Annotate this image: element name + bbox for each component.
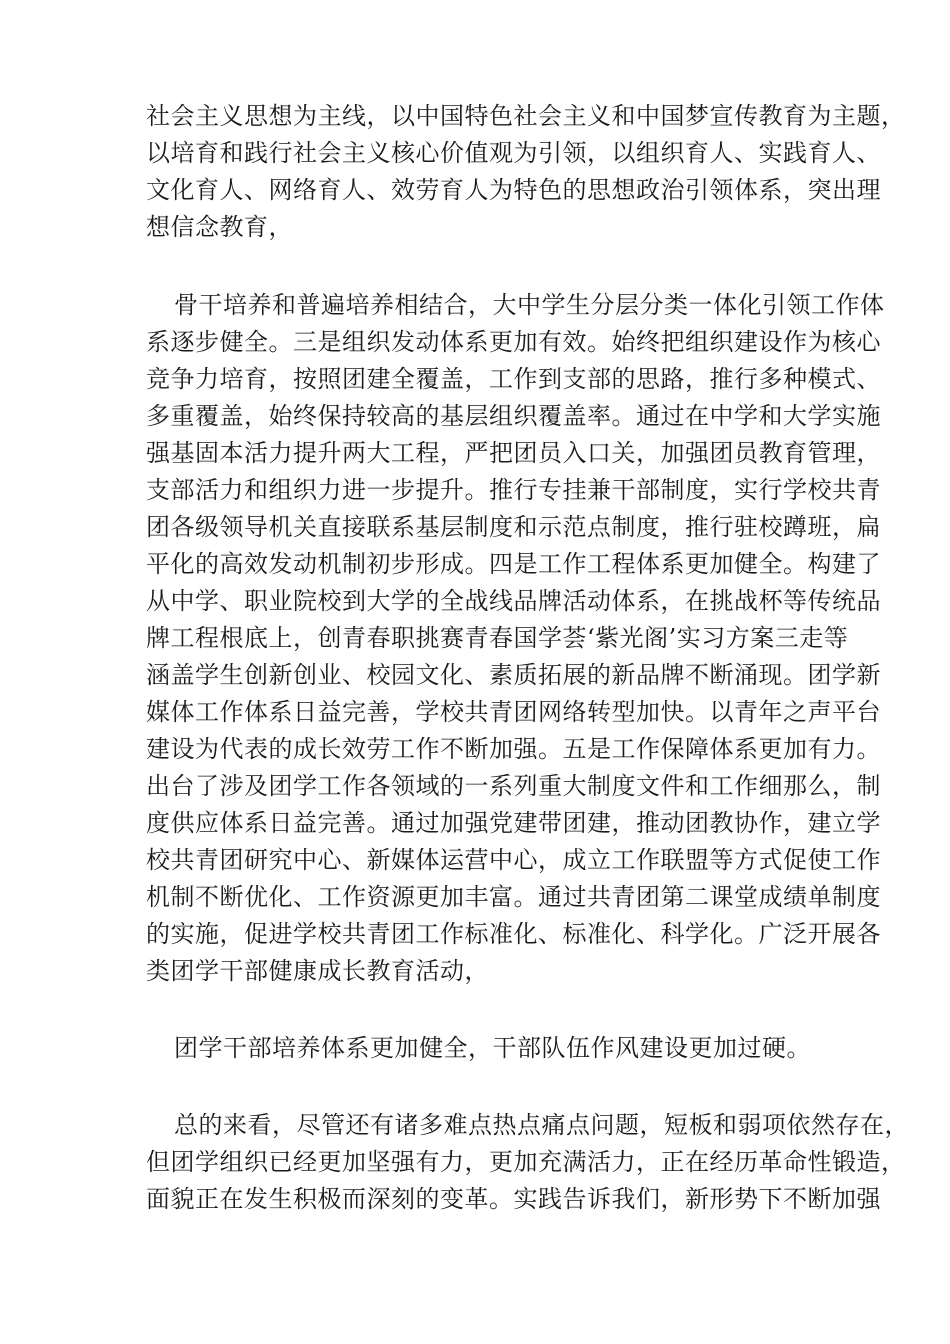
paragraph-line: 类团学干部健康成长教育活动， [146, 957, 489, 985]
paragraph-line: 但团学组织已经更加坚强有力，更加充满活力，正在经历革命性锻造， [146, 1148, 906, 1176]
paragraph-line: 机制不断优化、工作资源更加丰富。通过共青团第二课堂成绩单制度 [146, 883, 881, 911]
paragraph-line: 校共青团研究中心、新媒体运营中心，成立工作联盟等方式促使工作 [146, 846, 881, 874]
paragraph-line: 骨干培养和普遍培养相结合，大中学生分层分类一体化引领工作体 [174, 291, 885, 319]
paragraph-3 [146, 1030, 818, 1067]
paragraph-line: 竞争力培育，按照团建全覆盖，工作到支部的思路，推行多种模式、 [146, 365, 881, 393]
paragraph-line: 从中学、职业院校到大学的全战线品牌活动体系，在挑战杯等传统品 [146, 587, 881, 615]
paragraph-line: 想信念教育， [146, 213, 293, 241]
paragraph-line: 面貌正在发生积极而深刻的变革。实践告诉我们，新形势下不断加强 [146, 1185, 881, 1213]
paragraph-line: 媒体工作体系日益完善，学校共青团网络转型加快。以青年之声平台 [146, 698, 881, 726]
paragraph-line: 文化育人、网络育人、效劳育人为特色的思想政治引领体系，突出理 [146, 176, 881, 204]
paragraph-line: 建设为代表的成长效劳工作不断加强。五是工作保障体系更加有力。 [146, 735, 881, 763]
paragraph-line: 团各级领导机关直接联系基层制度和示范点制度，推行驻校蹲班，扁 [146, 513, 881, 541]
paragraph-line: 以培育和践行社会主义核心价值观为引领，以组织育人、实践育人、 [146, 139, 881, 167]
paragraph-2 [146, 287, 885, 990]
paragraph-line: 的实施，促进学校共青团工作标准化、标准化、科学化。广泛开展各 [146, 920, 881, 948]
paragraph-line: 社会主义思想为主线，以中国特色社会主义和中国梦宣传教育为主题， [146, 102, 906, 130]
paragraph-line: 支部活力和组织力进一步提升。推行专挂兼干部制度，实行学校共青 [146, 476, 881, 504]
paragraph-4 [146, 1107, 909, 1218]
paragraph-line: 出台了涉及团学工作各领域的一系列重大制度文件和工作细那么，制 [146, 772, 881, 800]
paragraph-line: 度供应体系日益完善。通过加强党建带团建，推动团教协作，建立学 [146, 809, 881, 837]
paragraph-line: 强基固本活力提升两大工程，严把团员入口关，加强团员教育管理， [146, 439, 881, 467]
paragraph-line: 多重覆盖，始终保持较高的基层组织覆盖率。通过在中学和大学实施 [146, 402, 881, 430]
paragraph-line: 牌工程根底上，创青春职挑赛青春国学荟‘紫光阁’实习方案三走等 [146, 624, 849, 652]
paragraph-1 [146, 98, 906, 246]
paragraph-line: 总的来看，尽管还有诸多难点热点痛点问题，短板和弱项依然存在， [174, 1111, 909, 1139]
paragraph-line: 系逐步健全。三是组织发动体系更加有效。始终把组织建设作为核心 [146, 328, 881, 356]
paragraph-line: 涵盖学生创新创业、校园文化、素质拓展的新品牌不断涌现。团学新 [146, 661, 881, 689]
paragraph-line: 平化的高效发动机制初步形成。四是工作工程体系更加健全。构建了 [146, 550, 881, 578]
paragraph-line: 团学干部培养体系更加健全，干部队伍作风建设更加过硬。 [174, 1034, 811, 1062]
